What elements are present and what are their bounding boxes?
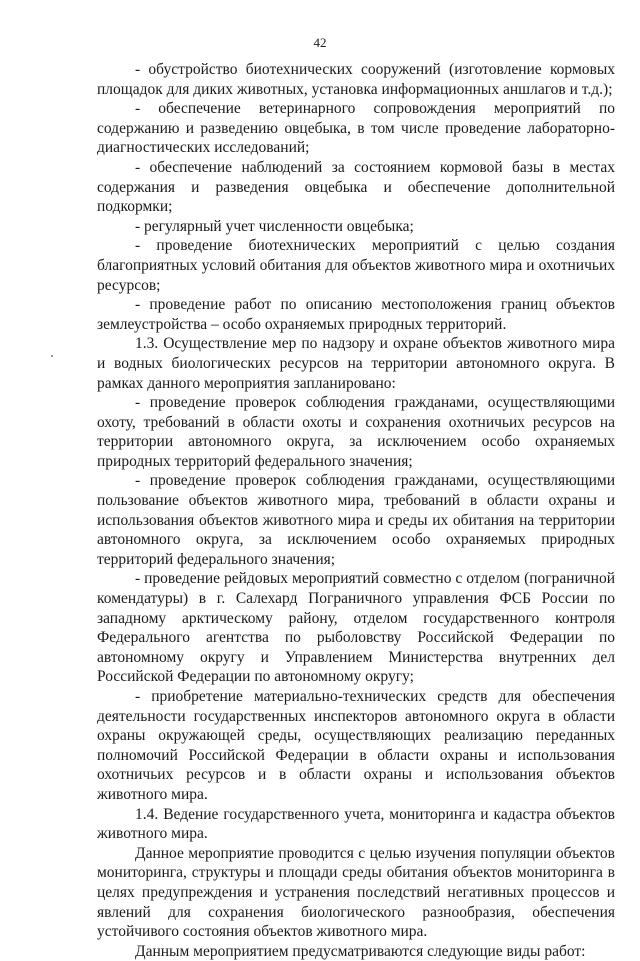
work-types-intro: Данным мероприятием предусматриваются следующие виды работ: bbox=[135, 942, 586, 960]
document-body bbox=[97, 60, 615, 961]
monitoring-purpose-paragraph: Данное мероприятие проводится с целью изучения популяции объектов мониторинга, структуры и площади среды обитания объектов мониторинга в целях предупреждения и устранения последствий негативных процессов и явлений для сохранения биологического разнообразия, обеспечения устойчивого состояния объектов животного мира. bbox=[97, 844, 615, 941]
scan-speck bbox=[51, 355, 53, 357]
bullet-veterinary-support: - обеспечение ветеринарного сопровождения мероприятий по содержанию и разведению овцебыка, в том числе проведение лабораторно-диагностических исследований; bbox=[97, 100, 615, 157]
bullet-boundary-description: - проведение работ по описанию местоположения границ объектов землеустройства – особо охраняемых природных территорий. bbox=[97, 296, 615, 333]
bullet-biotech-structures: - обустройство биотехнических сооружений (изготовление кормовых площадок для диких животных, установка информационных аншлагов и т.д.); bbox=[97, 61, 615, 98]
page-number: 42 bbox=[313, 35, 327, 50]
bullet-wildlife-use-inspections: - проведение проверок соблюдения гражданами, осуществляющими пользование объектов животного мира, требований в области охраны и использования объектов животного мира и среды их обитания на территории автономного округа, за исключением особо охраняемых природных территорий федерального значения; bbox=[97, 472, 615, 568]
bullet-biotech-measures: - проведение биотехнических мероприятий с целью создания благоприятных условий обитания для объектов животного мира и охотничьих ресурсов; bbox=[97, 237, 615, 294]
section-1-3-heading: 1.3. Осуществление мер по надзору и охране объектов животного мира и водных биологических ресурсов на территории автономного округа. В рамках данного мероприятия запланировано: bbox=[97, 335, 615, 392]
bullet-population-count: - регулярный учет численности овцебыка; bbox=[135, 217, 414, 235]
bullet-forage-observation: - обеспечение наблюдений за состоянием кормовой базы в местах содержания и разведения овцебыка и обеспечение дополнительной подкормки; bbox=[97, 158, 615, 216]
section-1-4-heading: 1.4. Ведение государственного учета, мониторинга и кадастра объектов животного мира. bbox=[97, 805, 615, 843]
bullet-joint-raids: - проведение рейдовых мероприятий совместно с отделом (пограничной комендатуры) в г. Салехард Пограничного управления ФСБ России по западному арктическому району, отделом государственного контроля Федерального агентства по рыболовству Российской Федерации по автономному округу и Управлением Министерства внутренних дел Российской Федерации по автономному округу; bbox=[97, 570, 615, 686]
bullet-equipment-procurement: - приобретение материально-технических средств для обеспечения деятельности государственных инспекторов автономного округа в области охраны окружающей среды, осуществляющих реализацию переданных полномочий Российской Федерации в области охраны и использования охотничьих ресурсов и в области охраны и использования объектов животного мира. bbox=[97, 688, 615, 803]
bullet-hunting-inspections: - проведение проверок соблюдения гражданами, осуществляющими охоту, требований в области охоты и сохранения охотничьих ресурсов на территории автономного округа, за исключением особо охраняемых природных территорий федерального значения; bbox=[97, 394, 615, 470]
